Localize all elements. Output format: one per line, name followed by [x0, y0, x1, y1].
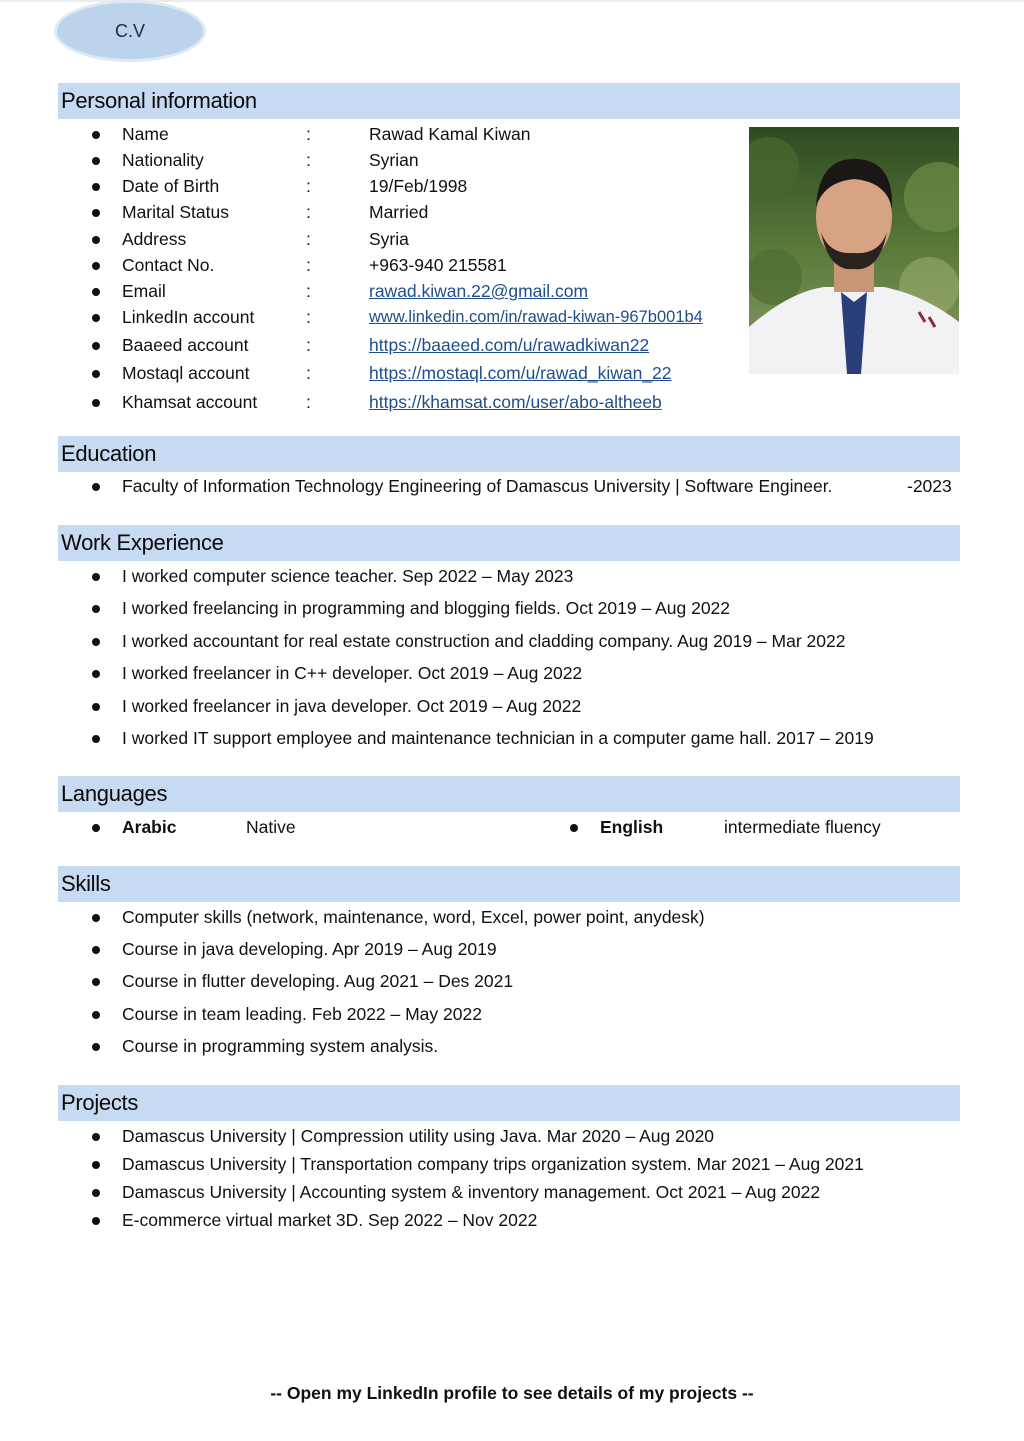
list-item: I worked computer science teacher. Sep 2022 – May 2023 [122, 566, 574, 586]
list-item: I worked freelancer in C++ developer. Oct 2019 – Aug 2022 [122, 663, 583, 683]
section-header-personal: Personal information [58, 83, 960, 119]
cv-badge: C.V [57, 3, 203, 59]
profile-photo-illustration [749, 127, 959, 374]
field-value: Married [369, 202, 429, 222]
bullet-icon [92, 735, 100, 743]
bullet-icon [92, 1133, 100, 1141]
field-separator: : [306, 392, 311, 412]
list-item: Course in programming system analysis. [122, 1036, 439, 1056]
personal-row-address [0, 228, 745, 250]
bullet-icon [92, 978, 100, 986]
bullet-icon [92, 946, 100, 954]
linkedin-link[interactable]: www.linkedin.com/in/rawad-kiwan-967b001b4 [369, 308, 703, 326]
field-separator: : [306, 281, 311, 301]
list-item: I worked freelancing in programming and blogging fields. Oct 2019 – Aug 2022 [122, 598, 731, 618]
bullet-icon [92, 573, 100, 581]
section-header-projects: Projects [58, 1085, 960, 1121]
baaeed-link[interactable]: https://baaeed.com/u/rawadkiwan22 [369, 335, 650, 355]
field-label: Email [122, 281, 166, 301]
bullet-icon [92, 483, 100, 491]
bullet-icon [92, 638, 100, 646]
field-label: LinkedIn account [122, 307, 255, 327]
profile-photo [749, 127, 959, 374]
bullet-icon [92, 1043, 100, 1051]
page-top-border [0, 0, 1024, 2]
field-label: Contact No. [122, 255, 215, 275]
field-label: Name [122, 124, 169, 144]
field-label: Date of Birth [122, 176, 220, 196]
personal-row-marital [0, 201, 745, 223]
list-item: E-commerce virtual market 3D. Sep 2022 – Nov 2022 [122, 1210, 538, 1230]
list-item: Computer skills (network, maintenance, word, Excel, power point, anydesk) [122, 907, 705, 927]
personal-row-contact [0, 254, 745, 276]
list-item: Damascus University | Compression utility using Java. Mar 2020 – Aug 2020 [122, 1126, 715, 1146]
khamsat-link[interactable]: https://khamsat.com/user/abo-altheeb [369, 392, 662, 412]
education-year: -2023 [907, 476, 952, 496]
personal-row-linkedin [0, 306, 745, 328]
field-label: Baaeed account [122, 335, 249, 355]
personal-row-nationality [0, 149, 745, 171]
field-separator: : [306, 335, 311, 355]
bullet-icon [92, 1161, 100, 1169]
field-separator: : [306, 363, 311, 383]
field-separator: : [306, 150, 311, 170]
list-item: Course in team leading. Feb 2022 – May 2022 [122, 1004, 482, 1024]
language-name: Arabic [122, 817, 177, 837]
list-item: Course in flutter developing. Aug 2021 – Des 2021 [122, 971, 514, 991]
personal-row-dob [0, 175, 745, 197]
bullet-icon [92, 824, 100, 832]
field-separator: : [306, 202, 311, 222]
language-level: intermediate fluency [724, 817, 881, 837]
field-value: +963-940 215581 [369, 255, 507, 275]
field-label: Address [122, 229, 187, 249]
field-separator: : [306, 255, 311, 275]
footer-note: -- Open my LinkedIn profile to see details of my projects -- [270, 1383, 754, 1403]
list-item: I worked freelancer in java developer. Oct 2019 – Aug 2022 [122, 696, 582, 716]
field-separator: : [306, 307, 311, 327]
personal-row-khamsat [0, 391, 745, 413]
bullet-icon [92, 670, 100, 678]
list-item: Damascus University | Transportation company trips organization system. Mar 2021 – Aug 2021 [122, 1154, 864, 1174]
field-label: Nationality [122, 150, 204, 170]
list-item: Course in java developing. Apr 2019 – Aug 2019 [122, 939, 497, 959]
list-item: I worked IT support employee and maintenance technician in a computer game hall. 2017 – 2019 [122, 728, 874, 748]
education-entry: Faculty of Information Technology Engineering of Damascus University | Software Engineer. [122, 476, 833, 496]
bullet-icon [92, 605, 100, 613]
language-name: English [600, 817, 664, 837]
field-separator: : [306, 229, 311, 249]
field-value: Syrian [369, 150, 419, 170]
field-label: Mostaql account [122, 363, 250, 383]
field-separator: : [306, 124, 311, 144]
personal-row-baaeed [0, 334, 745, 356]
bullet-icon [92, 1189, 100, 1197]
section-header-languages: Languages [58, 776, 960, 812]
bullet-icon [570, 824, 578, 832]
section-header-work: Work Experience [58, 525, 960, 561]
bullet-icon [92, 703, 100, 711]
field-label: Khamsat account [122, 392, 258, 412]
personal-row-mostaql [0, 362, 745, 384]
field-value: 19/Feb/1998 [369, 176, 468, 196]
list-item: I worked accountant for real estate construction and cladding company. Aug 2019 – Mar 2022 [122, 631, 846, 651]
bullet-icon [92, 914, 100, 922]
personal-row-name [0, 123, 745, 145]
bullet-icon [92, 1217, 100, 1225]
field-value: Rawad Kamal Kiwan [369, 124, 531, 144]
list-item: Damascus University | Accounting system & inventory management. Oct 2021 – Aug 2022 [122, 1182, 821, 1202]
personal-row-email [0, 280, 745, 302]
bullet-icon [92, 1011, 100, 1019]
email-link[interactable]: rawad.kiwan.22@gmail.com [369, 281, 589, 301]
section-header-skills: Skills [58, 866, 960, 902]
section-header-education: Education [58, 436, 960, 472]
field-value: Syria [369, 229, 409, 249]
language-level: Native [246, 817, 296, 837]
field-separator: : [306, 176, 311, 196]
mostaql-link[interactable]: https://mostaql.com/u/rawad_kiwan_22 [369, 363, 672, 383]
field-label: Marital Status [122, 202, 229, 222]
